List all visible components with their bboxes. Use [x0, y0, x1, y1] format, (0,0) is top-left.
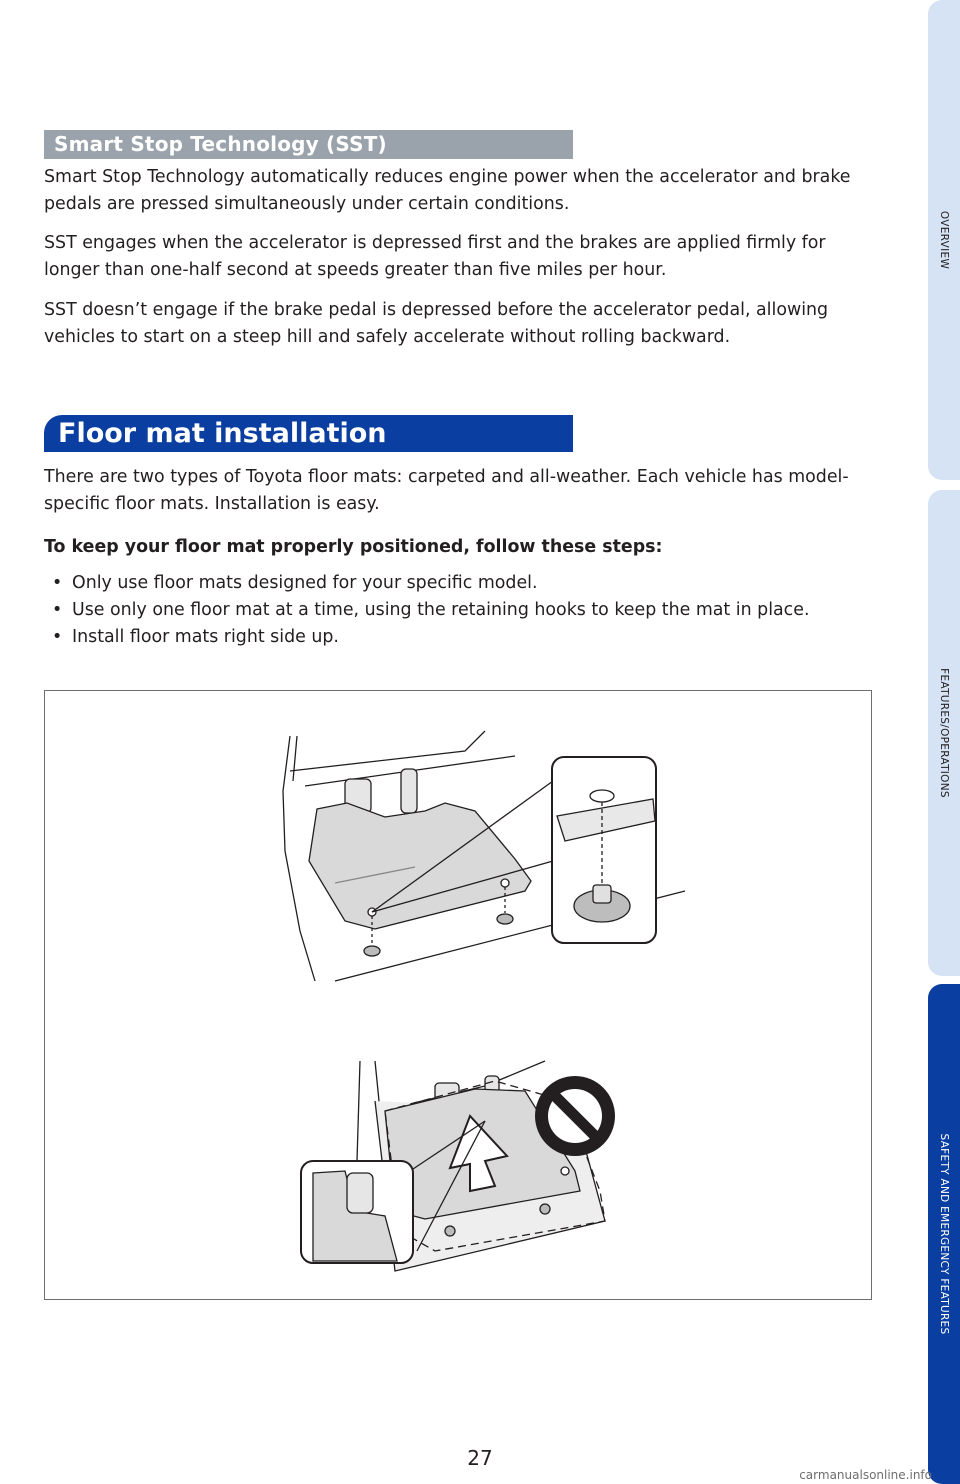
sst-section-heading: [44, 130, 573, 159]
tab-features-operations[interactable]: [928, 490, 960, 976]
tab-safety-emergency-features[interactable]: [928, 984, 960, 1484]
sst-heading-text: Smart Stop Technology (SST): [54, 132, 387, 156]
sst-paragraph-3: SST doesn’t engage if the brake pedal is depressed before the accelerator pedal, allowing vehicles to start on a steep hill and safely accelerate without rolling backward.: [44, 300, 829, 347]
sst-paragraph-1: Smart Stop Technology automatically reduces engine power when the accelerator and brake pedals are pressed simultaneously under certain conditions.: [44, 167, 851, 214]
floor-mat-steps-title: To keep your floor mat properly positioned, follow these steps:: [44, 537, 663, 557]
correct-installation-illustration: [283, 731, 685, 981]
page-number: 27: [467, 1446, 493, 1470]
floor-mat-section-heading: [44, 415, 573, 452]
incorrect-installation-illustration: [301, 1061, 615, 1271]
floor-mat-illustration: [45, 691, 871, 1299]
watermark: carmanualsonline.info: [799, 1468, 932, 1482]
floor-mat-heading-text: Floor mat installation: [58, 418, 387, 449]
bullet: •: [52, 573, 63, 593]
list-item: • Install floor mats right side up.: [44, 624, 864, 651]
tab-overview[interactable]: [928, 0, 960, 480]
tab-overview-label: OVERVIEW: [938, 210, 950, 270]
list-item: • Use only one floor mat at a time, using the retaining hooks to keep the mat in place.: [44, 597, 864, 624]
bullet: •: [52, 627, 63, 647]
section-tabs: [928, 0, 960, 1484]
sst-paragraph-2: SST engages when the accelerator is depressed first and the brakes are applied firmly for longer than one-half second at speeds greater than five miles per hour.: [44, 233, 826, 280]
tab-features-operations-label: FEATURES/OPERATIONS: [938, 668, 950, 798]
floor-mat-intro: There are two types of Toyota floor mats: carpeted and all-weather. Each vehicle has model-specific floor mats. Installation is easy.: [44, 467, 849, 514]
floor-mat-steps-list: [44, 570, 864, 651]
floor-mat-illustration-frame: [44, 690, 872, 1300]
bullet: •: [52, 600, 63, 620]
list-item: • Only use floor mats designed for your specific model.: [44, 570, 864, 597]
tab-safety-emergency-label: SAFETY AND EMERGENCY FEATURES: [938, 1133, 950, 1335]
